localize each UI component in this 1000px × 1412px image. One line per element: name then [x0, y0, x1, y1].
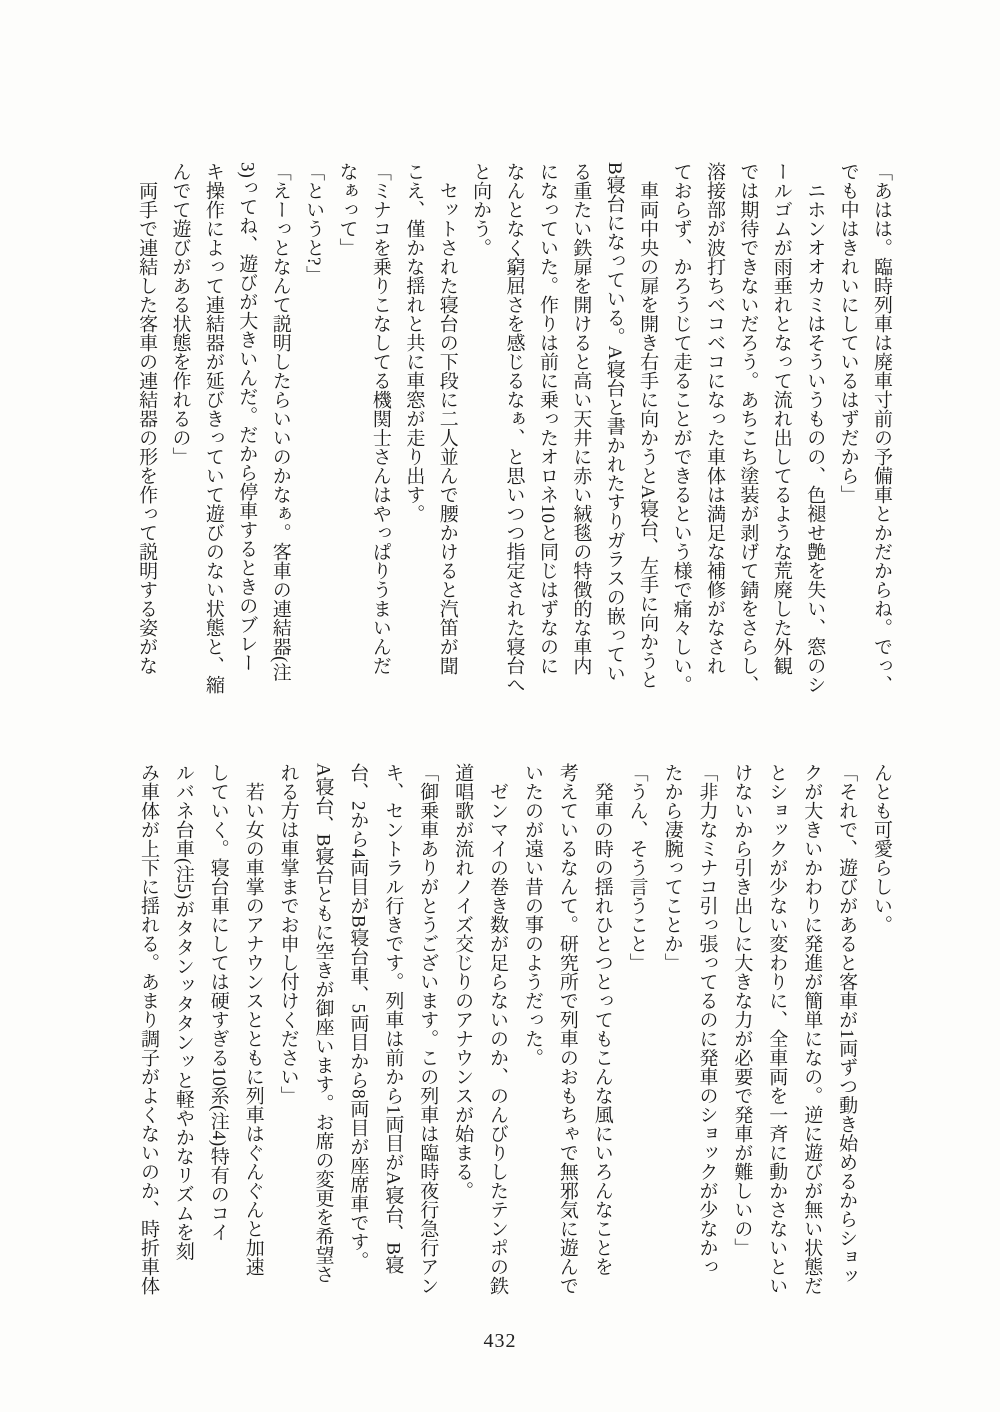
text-line: こえ、僅かな揺れと共に車窓が走り出す。	[403, 162, 425, 523]
text-block-upper	[130, 162, 898, 722]
text-line: ルバネ台車(注5)がタタンッタタンッと軽やかなリズムを刻	[172, 763, 194, 1261]
text-line: セットされた寝台の下段に二人並んで腰かけると汽笛が聞	[436, 181, 458, 675]
text-line: 「御乗車ありがとうございます。この列車は臨時夜行急行アン	[417, 763, 439, 1295]
text-line: 道唱歌が流れノイズ交じりのアナウンスが始まる。	[452, 763, 474, 1200]
page-number: 432	[483, 1330, 517, 1352]
text-line: B寝台になっている。A寝台と書かれたすりガラスの嵌ってい	[603, 162, 625, 683]
text-line: 「それで、遊びがあると客車が1両ずつ動き始めるからショッ	[836, 763, 858, 1286]
text-line: れる方は車掌までお申し付けください」	[277, 763, 299, 1105]
text-line: 若い女の車掌のアナウンスとともに列車はぐんぐんと加速	[242, 782, 264, 1276]
text-line: けないから引き出しに大きな力が必要で発車が難しいの」	[731, 763, 753, 1257]
text-line: 3)ってね、遊びが大きいんだ。だから停車するときのブレー	[236, 162, 258, 672]
text-line: 車両中央の扉を開き右手に向かうとA寝台、左手に向かうと	[637, 181, 659, 689]
text-line: クが大きいかわりに発進が簡単になの。逆に遊びが無い状態だ	[801, 763, 823, 1295]
text-line: 「非力なミナコ引っ張ってるのに発車のショックが少なかっ	[696, 763, 718, 1276]
text-line: る重たい鉄扉を開けると高い天井に赤い絨毯の特徴的な車内	[570, 162, 592, 675]
text-line: とショックが少ない変わりに、全車両を一斉に動かさないとい	[766, 763, 788, 1295]
text-line: なぁって」	[336, 162, 358, 257]
text-line: していく。寝台車にしては硬すぎる10系(注4)特有のコイ	[207, 763, 229, 1242]
text-line: A寝台、B寝台ともに空きが御座います。お席の変更を希望さ	[312, 763, 334, 1284]
text-line: になっていた。作りは前に乗ったオロネ10と同じはずなのに	[536, 162, 558, 675]
text-line: ておらず、かろうじて走ることができるという様で痛々しい。	[670, 162, 692, 694]
text-line: 「ミナコを乗りこなしてる機関士さんはやっぱりうまいんだ	[369, 162, 391, 675]
text-line: ゼンマイの巻き数が足らないのか、のんびりしたテンポの鉄	[487, 782, 509, 1295]
text-line: いたのが遠い昔の事のようだった。	[521, 763, 543, 1067]
text-line: 台、2から4両目がB寝台車、5両目から8両目が座席車です。	[347, 763, 369, 1270]
text-line: たから凄腕ってことか」	[661, 763, 683, 972]
text-line: 両手で連結した客車の連結器の形を作って説明する姿がな	[136, 181, 158, 675]
text-line: んでて遊びがある状態を作れるの」	[169, 162, 191, 466]
text-line: ニホンオオカミはそういうものの、色褪せ艶を失い、窓のシ	[804, 181, 826, 694]
text-line: と向かう。	[470, 162, 492, 257]
text-line: 発車の時の揺れひとつとってもこんな風にいろんなことを	[591, 782, 613, 1276]
text-line: んとも可愛らしい。	[871, 763, 892, 934]
text-line: 溶接部が波打ちベコベコになった車体は満足な補修がなされ	[703, 162, 725, 675]
text-line: キ、セントラル行きです。列車は前から1両目がA寝台、B寝	[382, 763, 404, 1274]
text-line: なんとなく窮屈さを感じるなぁ、と思いつつ指定された寝台へ	[503, 162, 525, 694]
text-line: 考えているなんて。研究所で列車のおもちゃで無邪気に遊んで	[556, 763, 578, 1295]
text-line: み車体が上下に揺れる。あまり調子がよくないのか、時折車体	[137, 763, 159, 1295]
text-line: ールゴムが雨垂れとなって流れ出してるような荒廃した外観	[770, 162, 792, 675]
text-line: 「あはは。臨時列車は廃車寸前の予備車とかだからね。でっ、	[871, 162, 892, 694]
text-line: でも中はきれいにしているはずだから」	[837, 162, 859, 504]
text-line: 「えーっとなんて説明したらいいのかなぁ。客車の連結器(注	[269, 162, 291, 682]
text-line: では期待できないだろう。あちこち塗装が剥げて錆をさらし、	[737, 162, 759, 694]
text-block-lower	[130, 763, 898, 1323]
text-line: 「うん、そう言うこと」	[626, 763, 648, 972]
text-line: 「というと?」	[303, 162, 325, 285]
text-line: キ操作によって連結器が延びきっていて遊びのない状態と、縮	[202, 162, 224, 694]
